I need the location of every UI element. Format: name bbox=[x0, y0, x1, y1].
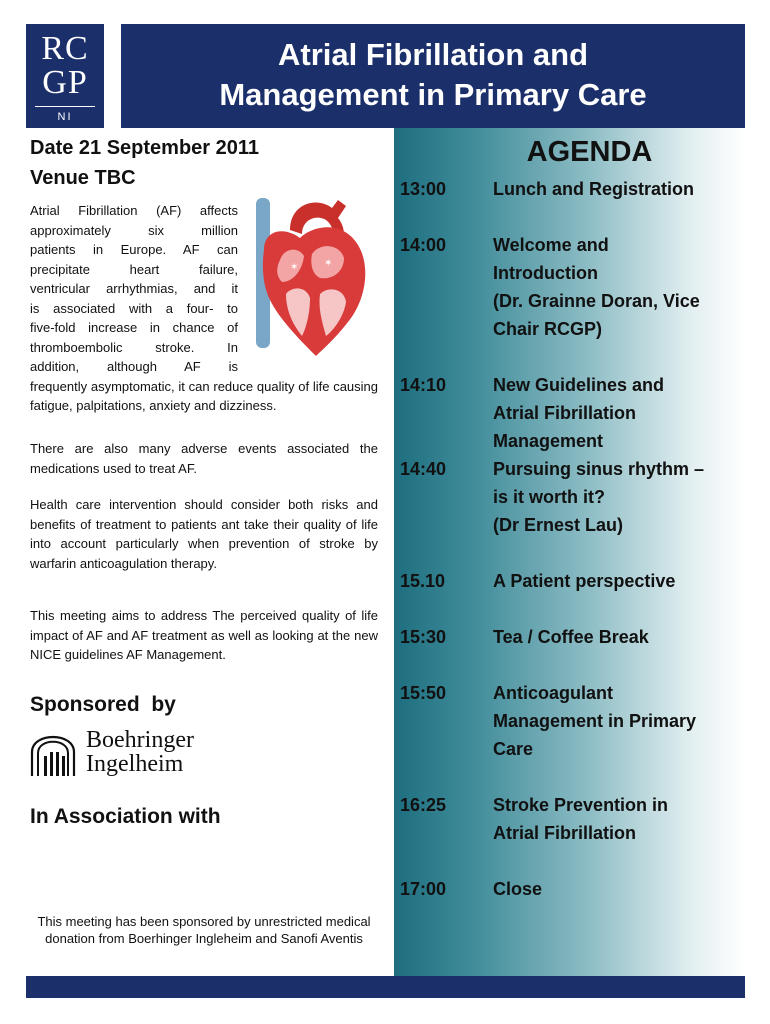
agenda-label-line: Management bbox=[493, 431, 604, 451]
agenda-time: 14:00 bbox=[400, 235, 447, 255]
agenda-label-line: Lunch and Registration bbox=[493, 179, 695, 199]
rcgp-ni-logo bbox=[26, 24, 104, 128]
agenda-time: 13:00 bbox=[400, 179, 447, 199]
intro-line: is associated with a four- to bbox=[30, 300, 238, 316]
boehringer-wordmark bbox=[86, 728, 194, 776]
intro-line: thromboembolic stroke. In bbox=[30, 339, 238, 355]
logo-column bbox=[44, 756, 47, 776]
intro-line: precipitate heart failure, bbox=[30, 261, 238, 277]
agenda-label bbox=[493, 679, 743, 763]
heart-body-shape bbox=[263, 227, 365, 356]
agenda-label-line: A Patient perspective bbox=[493, 571, 676, 591]
agenda-label-line: Atrial Fibrillation bbox=[493, 403, 637, 423]
logo-column bbox=[56, 752, 59, 776]
agenda-time: 15:30 bbox=[400, 627, 447, 647]
adverse-events-paragraph: There are also many adverse events associated the medications used to treat AF. bbox=[30, 441, 378, 476]
agenda-time: 14:10 bbox=[400, 375, 447, 395]
intro-line: approximately six million bbox=[30, 222, 238, 238]
agenda-label-line: Stroke Prevention in bbox=[493, 795, 669, 815]
wordmark-line-1: Boehringer bbox=[86, 727, 194, 753]
agenda-label-line: Close bbox=[493, 879, 543, 899]
logo-line-2: GP bbox=[42, 64, 88, 101]
intro-line: patients in Europe. AF can bbox=[30, 242, 238, 257]
agenda-label-line: Pursuing sinus rhythm – bbox=[493, 459, 705, 479]
agenda-label-line: (Dr Ernest Lau) bbox=[493, 515, 624, 535]
logo-column bbox=[50, 752, 53, 776]
agenda-time: 15:50 bbox=[400, 683, 447, 703]
agenda-heading-text: AGENDA bbox=[526, 136, 653, 168]
agenda-label-line: Introduction bbox=[493, 263, 598, 283]
agenda-label bbox=[493, 623, 743, 651]
event-date: Date 21 September 2011 bbox=[30, 137, 260, 159]
logo-line-3: NI bbox=[57, 111, 73, 123]
agenda-time: 16:25 bbox=[400, 795, 447, 815]
logo-line-1: RC bbox=[41, 30, 89, 67]
footer-bar bbox=[26, 976, 745, 998]
agenda-label bbox=[493, 455, 743, 539]
logo-column bbox=[62, 756, 65, 776]
agenda-label-line: (Dr. Grainne Doran, Vice bbox=[493, 291, 700, 311]
agenda-label-line: Tea / Coffee Break bbox=[493, 627, 649, 647]
agenda-label-line: Atrial Fibrillation bbox=[493, 823, 637, 843]
intro-line: addition, although AF is bbox=[30, 359, 238, 374]
agenda-time: 17:00 bbox=[400, 879, 447, 899]
in-association-heading: In Association with bbox=[30, 805, 221, 828]
agenda-label-line: is it worth it? bbox=[493, 487, 605, 507]
intro-line: five-fold increase in chance of bbox=[30, 320, 238, 335]
agenda-label-line: Care bbox=[493, 739, 534, 759]
meeting-aims-paragraph: This meeting aims to address The perceived quality of life impact of AF and AF treatment as well as looking at the new NICE guidelines AF Management. bbox=[30, 608, 378, 662]
title-line-2: Management in Primary Care bbox=[219, 77, 647, 112]
agenda-label-line: Welcome and bbox=[493, 235, 609, 255]
agenda-label bbox=[493, 567, 743, 595]
intro-line: ventricular arrhythmias, and it bbox=[30, 281, 238, 296]
agenda-label-line: Chair RCGP) bbox=[493, 319, 603, 339]
agenda-label bbox=[493, 175, 743, 203]
event-venue: Venue TBC bbox=[30, 167, 136, 189]
agenda-label-line: New Guidelines and bbox=[493, 375, 665, 395]
title-banner bbox=[121, 24, 745, 128]
title-line-1: Atrial Fibrillation and bbox=[277, 37, 588, 72]
agenda-label bbox=[493, 791, 743, 847]
spark-glyph: ✶ bbox=[290, 262, 299, 273]
agenda-time: 14:40 bbox=[400, 459, 447, 479]
agenda-label bbox=[493, 875, 743, 903]
spark-glyph: ✶ bbox=[324, 258, 333, 269]
sponsored-by-heading: Sponsored by bbox=[30, 693, 176, 716]
heart-illustration bbox=[240, 190, 380, 360]
logo-rule bbox=[35, 106, 95, 107]
intro-continuation: frequently asymptomatic, it can reduce quality of life causing fatigue, palpitations, anxiety and dizziness. bbox=[30, 378, 378, 413]
agenda-label-line: Management in Primary bbox=[493, 711, 697, 731]
intervention-paragraph: Health care intervention should consider both risks and benefits of treatment to patients ant take their quality of life into account particularly when prevention of stroke by warfarin anticoagulation therapy. bbox=[30, 497, 378, 571]
agenda-heading bbox=[394, 136, 745, 169]
intro-line: Atrial Fibrillation (AF) affects bbox=[30, 203, 238, 218]
agenda-time: 15.10 bbox=[400, 571, 446, 591]
wordmark-line-2: Ingelheim bbox=[86, 751, 184, 777]
agenda-label bbox=[493, 371, 743, 455]
sponsorship-footnote: This meeting has been sponsored by unrestricted medical donation from Boerhinger Ingleheim and Sanofi Aventis bbox=[37, 914, 371, 946]
agenda-label bbox=[493, 231, 743, 343]
agenda-label-line: Anticoagulant bbox=[493, 683, 613, 703]
